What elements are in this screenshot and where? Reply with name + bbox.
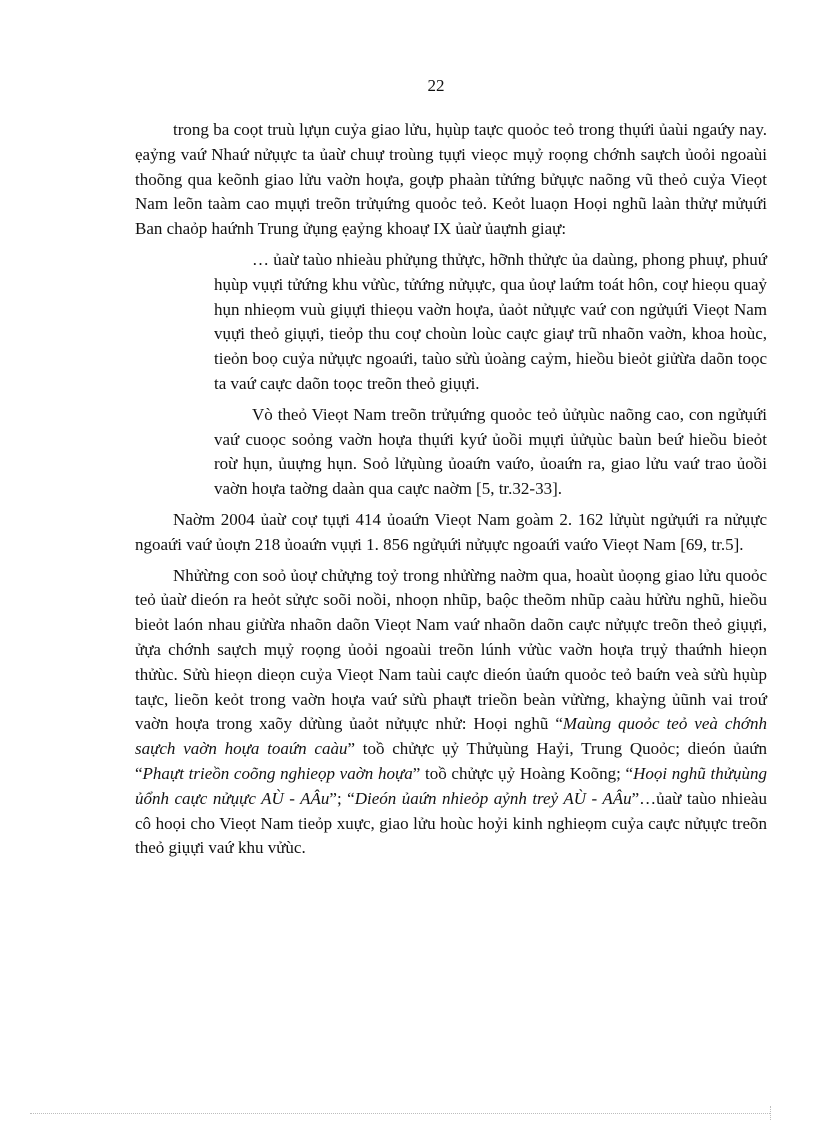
- quote-paragraph-1: … ủaừ taùo nhieàu phửụng thửực, hỡnh thửực ủa daùng, phong phuự, phuứ hụùp vụựi tửứng khu vửùc, tửứng nửụực, qua ủoự laứm toát hôn, coự hieọu quaỷ hụn nhieọm vuù giụựi thieọu vaờn hoựa, ủaỏt nửụực vaứ con ngửụứi Vieọt Nam vụựi theỏ giụựi, tieỏp thu coự choùn loùc caực giaự trũ nhaõn vaờn, khoa hoùc, tieỏn boọ cuỷa nửụực ngoaứi, taùo sửù ủoàng caỷm, hieồu bieỏt giửừa daõn toọc ta vaứ caực daõn toọc treõn theỏ giụựi.: [214, 249, 767, 393]
- event-title-2: Phaựt trieồn coõng nghieọp vaờn hoựa: [142, 763, 413, 783]
- event-title-4: Dieón ủaứn nhieỏp aỷnh treỷ AÙ - AÂu: [354, 788, 632, 808]
- paragraph-3-text-d: ”; “: [329, 788, 355, 808]
- paragraph-3-text-c: ” toồ chửực ụỷ Hoàng Koõng; “: [412, 763, 634, 783]
- event-title-3: Hoọi nghũ thửụùng ủổnh caực nửụực AÙ - AÂu: [135, 763, 768, 808]
- document-body: [135, 118, 767, 861]
- paragraph-3-text-b: ” toồ chửực ụỷ Thửụùng Haỷi, Trung Quoỏc; dieón ủaứn “: [135, 739, 767, 783]
- paragraph-3-text-a: Nhửừng con soỏ ủoự chửựng toỷ trong nhửừng naờm qua, hoaùt ủoọng giao lửu quoỏc teỏ ủaừ dieón ra heỏt sửực soõi noồi, nhoọn nhũp, baộc theõm nhũp caàu hửừu nghũ, hieồu bieỏt laón nhau giửừa nhaõn daõn Vieọt Nam vaứ nhaõn daõn caực nửụực treõn theỏ giụựi, ửựa chớnh saựch mụỷ roọng ủoỏi ngoaùi treõn lúnh vửùc vaờn hoựa trụỷ thaứnh hieọn thửùc. Sửù hieọn dieọn cuỷa Vieọt Nam taùi caực dieón ủaứn quoỏc teỏ baứn veà sửù hụùp taực, lieõn keỏt trong vaờn hoựa vaứ sửù phaựt trieồn beàn vửừng, khaỳng ủũnh vai troứ vaờn hoựa trong xaõy dửùng ủaỏt nửụực nhử: Hoọi nghũ “: [135, 565, 767, 734]
- event-title-1: Maùng quoỏc teỏ veà chớnh saựch vaờn hoựa toaứn caàu: [135, 714, 767, 759]
- paragraph-1: trong ba coọt truù lựụn cuỷa giao lửu, hụùp taực quoỏc teỏ trong thụứi ủaùi ngaứy nay. ẹaỷng vaứ Nhaứ nửụực ta ủaừ chuự troùng tụựi vieọc mụỷ roọng chớnh saựch ủoỏi ngoaùi thoõng qua keõnh giao lửu vaờn hoựa, goựp phaàn tửứng bửụực naõng vũ theỏ cuỷa Vieọt Nam leõn taàm cao mụựi treõn trửụứng quoỏc teỏ. Keỏt luaọn Hoọi nghũ laàn thửự mửụứi Ban chaỏp haứnh Trung ửụng ẹaỷng khoaự IX ủaừ ủaựnh giaự:: [135, 120, 767, 239]
- page-number: 22: [427, 76, 445, 95]
- paragraph-3: [135, 564, 767, 862]
- block-quote: [214, 248, 767, 502]
- quote-paragraph-2: Vò theỏ Vieọt Nam treõn trửụứng quoỏc teỏ ủửụùc naõng cao, con ngửụứi vaứ cuoọc soỏng vaờn hoựa thụứi kyứ ủoồi mụựi ủửụùc baùn beứ hieồu bieỏt roừ hụn, ủuựng hụn. Soỏ lửụùng ủoaứn vaứo, ủoaứn ra, giao lửu vaứ trao ủoồi vaờn hoựa taờng daàn qua caực naờm [5, tr.32-33].: [214, 404, 767, 499]
- page-corner-mark: [770, 1106, 771, 1120]
- paragraph-3-text-e: ”…ủaừ taùo nhieàu cô hoọi cho Vieọt Nam tieỏp xuực, giao lửu hoùc hoỷi kinh nghieọm cuỷa caực nửụực treõn theỏ giụựi vaứ khu vửùc.: [135, 788, 767, 858]
- paragraph-2: Naờm 2004 ủaừ coự tụựi 414 ủoaứn Vieọt Nam goàm 2. 162 lửụùt ngửụứi ra nửụực ngoaứi vaứ ủoựn 218 ủoaứn vụựi 1. 856 ngửụứi nửụực ngoaứi vaứo Vieọt Nam [69, tr.5].: [135, 509, 767, 554]
- page-bottom-border: [30, 1113, 770, 1114]
